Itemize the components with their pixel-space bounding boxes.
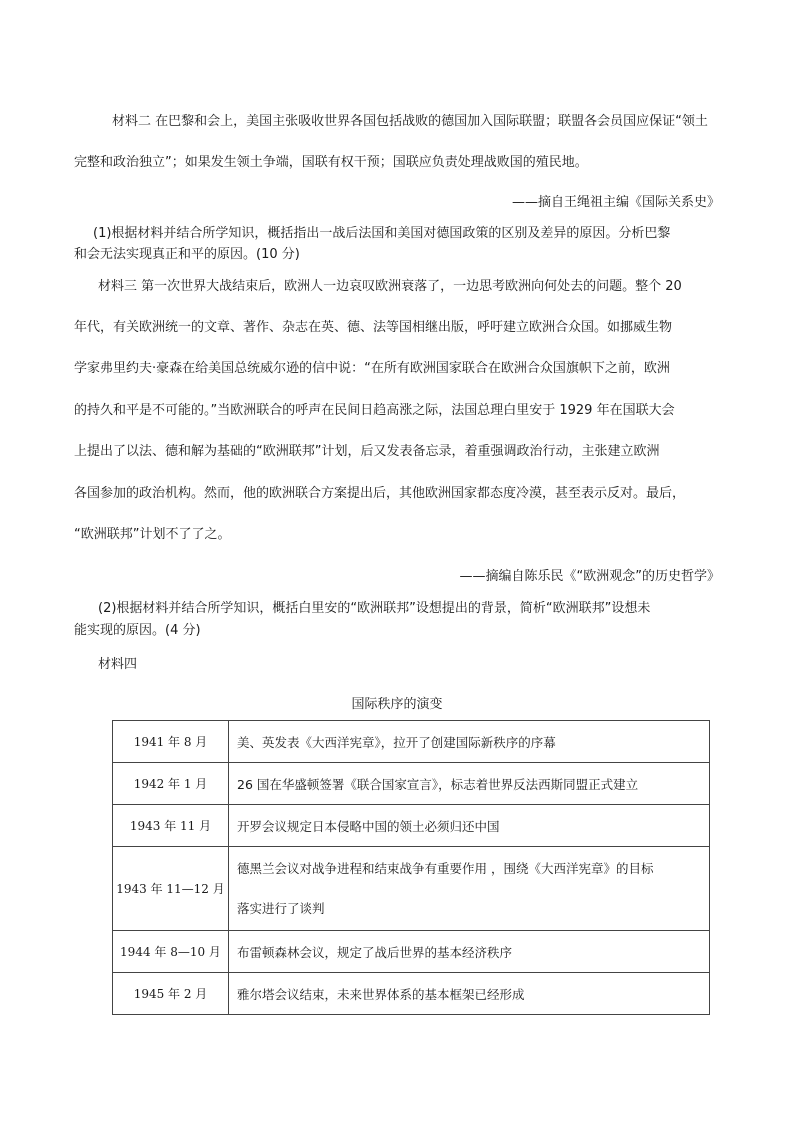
row-date: 1941 年 8 月	[113, 721, 229, 763]
material3-line5: 上提出了以法、德和解为基础的“欧洲联邦”计划，后又发表备忘录，着重强调政治行动，主张建立欧洲	[74, 444, 660, 459]
material3-line4: 的持久和平是不可能的。”当欧洲联合的呼声在民间日趋高涨之际，法国总理白里安于 1929 年在国联大会	[74, 403, 675, 418]
question2-line1: (2)根据材料并结合所学知识，概括白里安的“欧洲联邦”设想提出的背景，简析“欧洲联邦”设想未	[98, 601, 651, 616]
material3-line2: 年代，有关欧洲统一的文章、著作、杂志在英、德、法等国相继出版，呼吁建立欧洲合众国。如挪威生物	[74, 320, 673, 335]
row-date: 1945 年 2 月	[113, 973, 229, 1015]
row-event	[229, 847, 710, 931]
row-date: 1943 年 11 月	[113, 805, 229, 847]
row-date: 1943 年 11—12 月	[113, 847, 229, 931]
table-row	[113, 763, 710, 805]
question1-line1: (1)根据材料并结合所学知识，概括指出一战后法国和美国对德国政策的区别及差异的原因。分析巴黎	[93, 226, 671, 241]
question1-line2: 和会无法实现真正和平的原因。(10 分)	[74, 247, 300, 262]
row-event: 26 国在华盛顿签署《联合国家宣言》，标志着世界反法西斯同盟正式建立	[229, 763, 710, 805]
row-event-line1: 德黑兰会议对战争进程和结束战争有重要作用 ，围绕《大西洋宪章》的目标	[237, 860, 654, 876]
material3-line3: 学家弗里约夫·豪森在给美国总统威尔逊的信中说：“在所有欧洲国家联合在欧洲合众国旗帜下之前，欧洲	[74, 361, 670, 376]
row-event: 美、英发表《大西洋宪章》，拉开了创建国际新秩序的序幕	[229, 721, 710, 763]
row-date: 1942 年 1 月	[113, 763, 229, 805]
table-row	[113, 847, 710, 931]
material2-line2: 完整和政治独立”；如果发生领土争端，国联有权干预；国联应负责处理战败国的殖民地。	[74, 155, 588, 170]
table-row	[113, 973, 710, 1015]
material4-label: 材料四	[98, 657, 138, 672]
table-title: 国际秩序的演变	[351, 697, 443, 712]
row-event: 布雷顿森林会议，规定了战后世界的基本经济秩序	[229, 931, 710, 973]
material2-source: ——摘自王绳祖主编《国际关系史》	[511, 195, 720, 210]
material3-line6: 各国参加的政治机构。然而，他的欧洲联合方案提出后，其他欧洲国家都态度冷漠，甚至表示反对。最后，	[74, 486, 686, 501]
row-event: 雅尔塔会议结束，未来世界体系的基本框架已经形成	[229, 973, 710, 1015]
table-row	[113, 931, 710, 973]
row-event: 开罗会议规定日本侵略中国的领土必须归还中国	[229, 805, 710, 847]
material3-line7: “欧洲联邦”计划不了了之。	[74, 527, 231, 542]
question2-line2: 能实现的原因。(4 分)	[74, 623, 201, 638]
table-row	[113, 805, 710, 847]
row-event-line2: 落实进行了谈判	[237, 900, 325, 916]
material3-line1: 材料三 第一次世界大战结束后，欧洲人一边哀叹欧洲衰落了，一边思考欧洲向何处去的问题。整个 20	[98, 279, 682, 294]
row-date: 1944 年 8—10 月	[113, 931, 229, 973]
material2-line1: 材料二 在巴黎和会上，美国主张吸收世界各国包括战败的德国加入国际联盟；联盟各会员国应保证“领土	[112, 114, 708, 129]
table-row	[113, 721, 710, 763]
international-order-table	[112, 720, 710, 1015]
material3-source: ——摘编自陈乐民《“欧洲观念”的历史哲学》	[459, 569, 720, 584]
